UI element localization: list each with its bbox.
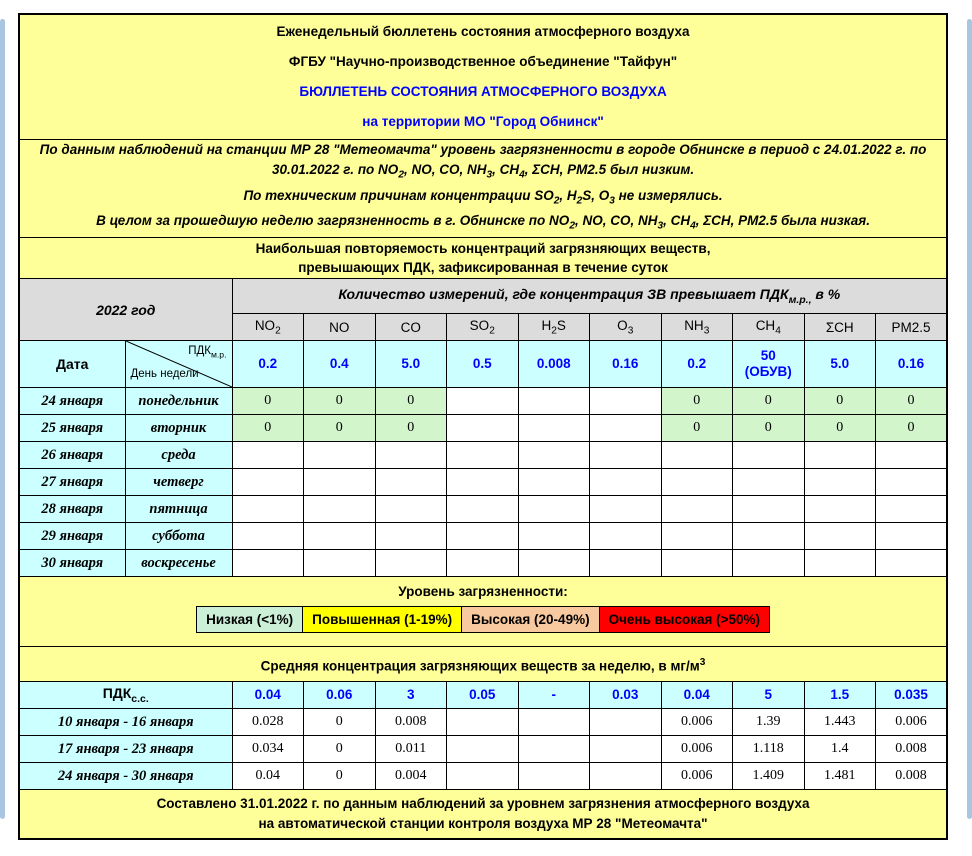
exceedance-header-row (19, 279, 947, 314)
weekly-value: 0.006 (661, 709, 733, 736)
exceedance-value (876, 550, 948, 577)
period-label: 24 января - 30 января (19, 763, 232, 790)
weekly-value (447, 736, 519, 763)
weekly-value (447, 709, 519, 736)
weekly-value (590, 736, 662, 763)
weekly-value: 0 (304, 709, 376, 736)
exceedance-value (876, 469, 948, 496)
exceedance-value (876, 523, 948, 550)
year-label: 2022 год (19, 279, 232, 341)
exceedance-value: 0 (876, 388, 948, 415)
pollutant-header: NO (304, 314, 376, 341)
exceedance-value (590, 415, 662, 442)
exceedance-value: 0 (733, 415, 805, 442)
exceedance-value: 0 (375, 388, 447, 415)
exceedance-value: 0 (232, 415, 304, 442)
exceedance-table-row (19, 415, 947, 442)
weekly-value: 0.008 (876, 763, 948, 790)
exceedance-value (518, 550, 590, 577)
weekly-value: 0.028 (232, 709, 304, 736)
weekly-value: 0.006 (661, 736, 733, 763)
date-label: 26 января (19, 442, 125, 469)
measurements-header: Количество измерений, где концентрация ЗВ превышает $ПДК_{м.р.,}$ в % (232, 279, 947, 314)
bulletin-title-line-3: БЮЛЛЕТЕНЬ СОСТОЯНИЯ АТМОСФЕРНОГО ВОЗДУХА (299, 84, 667, 99)
bulletin-document (18, 13, 948, 840)
weekday-column-label: День недели (130, 368, 199, 381)
period-label: 17 января - 23 января (19, 736, 232, 763)
summary-block (19, 140, 947, 238)
pollutant-header: $NH_3$ (661, 314, 733, 341)
exceedance-value: 0 (661, 415, 733, 442)
exceedance-value (661, 550, 733, 577)
exceedance-value (661, 496, 733, 523)
exceedance-value (304, 442, 376, 469)
exceedance-value (590, 550, 662, 577)
weekday-label: пятница (125, 496, 232, 523)
pdk-ss-value: 0.035 (876, 682, 948, 709)
exceedance-value (733, 550, 805, 577)
weekly-title-row (19, 647, 947, 682)
weekly-value: 1.409 (733, 763, 805, 790)
pdk-ss-value: 0.04 (232, 682, 304, 709)
exceedance-table-row (19, 469, 947, 496)
period-label: 10 января - 16 января (19, 709, 232, 736)
weekly-value: 1.118 (733, 736, 805, 763)
pdk-ss-value: 0.03 (590, 682, 662, 709)
pdk-ss-value: 0.05 (447, 682, 519, 709)
weekday-label: среда (125, 442, 232, 469)
exceedance-value (876, 442, 948, 469)
exceedance-value (518, 388, 590, 415)
pdk-ss-value: 1.5 (804, 682, 876, 709)
exceedance-value (304, 496, 376, 523)
summary-line-1: По данным наблюдений на станции МР 28 "Метеомачта" уровень загрязненности в городе Обнинске в период с 24.01.2022 г. по 30.01.2022 г. по $NO_2$, NO, CO, $NH_3$, $CH_4$, ΣCH, PM2.5 был низким. (39, 142, 927, 181)
exceedance-value (447, 415, 519, 442)
weekday-label: четверг (125, 469, 232, 496)
exceedance-value: 0 (804, 415, 876, 442)
pdk-mr-value: 5.0 (375, 341, 447, 388)
pdk-mr-value: 0.2 (232, 341, 304, 388)
pdk-ss-row (19, 682, 947, 709)
weekly-value (590, 763, 662, 790)
date-label: 24 января (19, 388, 125, 415)
exceedance-value (232, 442, 304, 469)
pdk-ss-value: 0.04 (661, 682, 733, 709)
exceedance-table-row (19, 496, 947, 523)
summary-line-2: По техническим причинам концентрации $SO_2$, $H_2S$, $O_3$ не измерялись. (243, 187, 723, 207)
exceedance-value (590, 469, 662, 496)
weekly-value: 0.008 (876, 736, 948, 763)
exceedance-value (733, 496, 805, 523)
pollutant-header: CO (375, 314, 447, 341)
diagonal-header-cell (125, 341, 232, 388)
pollutant-header: $CH_4$ (733, 314, 805, 341)
exceedance-value (876, 496, 948, 523)
weekly-table-row (19, 736, 947, 763)
exceedance-value (447, 442, 519, 469)
pdk-mr-value: 0.16 (590, 341, 662, 388)
weekly-value: 0.034 (232, 736, 304, 763)
exceedance-value (590, 523, 662, 550)
exceedance-value (232, 523, 304, 550)
exceedance-data-rows (19, 388, 947, 577)
exceedance-value (304, 550, 376, 577)
footer-line-1: Составлено 31.01.2022 г. по данным наблюдений за уровнем загрязнения атмосферного воздуха (156, 796, 810, 812)
weekly-value: 0 (304, 736, 376, 763)
pollutant-header: $O_3$ (590, 314, 662, 341)
bulletin-page (0, 13, 972, 856)
weekly-value (518, 709, 590, 736)
bulletin-title-line-4: на территории МО "Город Обнинск" (362, 114, 604, 129)
exceedance-value (518, 523, 590, 550)
date-column-label: Дата (19, 341, 125, 388)
exceedance-value (590, 496, 662, 523)
weekly-data-rows (19, 709, 947, 790)
pdk-ss-label: $ПДК_{с.с.}$ (19, 682, 232, 709)
weekday-label: вторник (125, 415, 232, 442)
pdk-ss-value: - (518, 682, 590, 709)
pdk-mr-value: 0.008 (518, 341, 590, 388)
exceedance-value: 0 (375, 415, 447, 442)
legend-items (20, 606, 946, 633)
exceedance-value (661, 442, 733, 469)
date-label: 28 января (19, 496, 125, 523)
weekly-table-row (19, 709, 947, 736)
legend-title: Уровень загрязненности: (398, 584, 568, 600)
exceedance-value (733, 523, 805, 550)
date-label: 27 января (19, 469, 125, 496)
exceedance-value: 0 (804, 388, 876, 415)
pdk-mr-value: 0.2 (661, 341, 733, 388)
exceedance-value (375, 496, 447, 523)
exceedance-table-row (19, 442, 947, 469)
exceedance-value (804, 550, 876, 577)
exceedance-value: 0 (232, 388, 304, 415)
pdk-ss-value: 5 (733, 682, 805, 709)
page-frame-right (967, 19, 972, 819)
weekly-value: 0.04 (232, 763, 304, 790)
exceedance-value (804, 496, 876, 523)
pollutant-header: PM2.5 (876, 314, 948, 341)
weekly-value (518, 736, 590, 763)
legend-block (19, 577, 947, 647)
exceedance-value (375, 469, 447, 496)
pollutant-header: $NO_2$ (232, 314, 304, 341)
weekly-value: 0.006 (876, 709, 948, 736)
weekday-label: понедельник (125, 388, 232, 415)
exceedance-table-row (19, 388, 947, 415)
pdk-mr-row (19, 341, 947, 388)
exceedance-value (518, 415, 590, 442)
pdk-mr-value: 50 (ОБУВ) (733, 341, 805, 388)
exceedance-value (661, 469, 733, 496)
summary-line-3: В целом за прошедшую неделю загрязненность в г. Обнинске по $NO_2$, NO, CO, $NH_3$, $CH_4$, ΣCH, PM2.5 была низкая. (96, 213, 870, 233)
exceedance-value: 0 (304, 388, 376, 415)
exceedance-title-row (19, 238, 947, 279)
legend-item: Повышенная (1-19%) (302, 606, 462, 633)
title-block (19, 14, 947, 140)
exceedance-value (232, 469, 304, 496)
exceedance-value (518, 469, 590, 496)
date-label: 25 января (19, 415, 125, 442)
exceedance-value (804, 523, 876, 550)
legend-row (19, 577, 947, 647)
exceedance-value (447, 388, 519, 415)
legend-item: Очень высокая (>50%) (599, 606, 770, 633)
exceedance-value (304, 523, 376, 550)
legend-item: Низкая (<1%) (196, 606, 303, 633)
exceedance-value (232, 550, 304, 577)
summary-row (19, 140, 947, 238)
exceedance-value (518, 496, 590, 523)
date-label: 30 января (19, 550, 125, 577)
exceedance-value: 0 (661, 388, 733, 415)
exceedance-value (375, 442, 447, 469)
weekly-value (590, 709, 662, 736)
exceedance-value (375, 550, 447, 577)
weekly-value: 1.39 (733, 709, 805, 736)
exceedance-value: 0 (304, 415, 376, 442)
exceedance-value (375, 523, 447, 550)
weekly-table-row (19, 763, 947, 790)
footer-line-2: на автоматической станции контроля воздуха МР 28 "Метеомачта" (258, 816, 708, 832)
pdk-ss-value: 3 (375, 682, 447, 709)
exceedance-table-row (19, 550, 947, 577)
bulletin-title-line-2: ФГБУ "Научно-производственное объединение "Тайфун" (288, 54, 678, 69)
weekly-value: 0.006 (661, 763, 733, 790)
weekly-value (518, 763, 590, 790)
weekly-value: 1.443 (804, 709, 876, 736)
weekday-label: суббота (125, 523, 232, 550)
footer-block (19, 790, 947, 840)
pollutant-header: $SO_2$ (447, 314, 519, 341)
weekly-value: 0.011 (375, 736, 447, 763)
pdk-mr-value: 0.5 (447, 341, 519, 388)
pollutant-header: ΣCH (804, 314, 876, 341)
exceedance-value (232, 496, 304, 523)
exceedance-table-row (19, 523, 947, 550)
footer-row (19, 790, 947, 840)
pdk-mr-value: 0.4 (304, 341, 376, 388)
bulletin-title-line-1: Еженедельный бюллетень состояния атмосферного воздуха (276, 24, 690, 39)
exceedance-value (804, 469, 876, 496)
exceedance-value (518, 442, 590, 469)
date-label: 29 января (19, 523, 125, 550)
exceedance-value (733, 469, 805, 496)
pdk-mr-value: 0.16 (876, 341, 948, 388)
legend-item: Высокая (20-49%) (461, 606, 599, 633)
weekday-label: воскресенье (125, 550, 232, 577)
exceedance-value (804, 442, 876, 469)
pdk-ss-value: 0.06 (304, 682, 376, 709)
weekly-value: 1.481 (804, 763, 876, 790)
pdk-mr-label: $ПДК_{м.р.}$ (188, 345, 227, 360)
exceedance-value (447, 469, 519, 496)
exceedance-value (304, 469, 376, 496)
exceedance-table-title: Наибольшая повторяемость концентраций загрязняющих веществ, превышающих ПДК, зафиксированная в течение суток (19, 238, 947, 279)
exceedance-value: 0 (876, 415, 948, 442)
exceedance-value (733, 442, 805, 469)
exceedance-value (661, 523, 733, 550)
weekly-value (447, 763, 519, 790)
pdk-mr-value: 5.0 (804, 341, 876, 388)
weekly-value: 1.4 (804, 736, 876, 763)
page-frame-left (0, 19, 5, 819)
exceedance-value (590, 442, 662, 469)
pollutant-header: $H_2S$ (518, 314, 590, 341)
exceedance-value (447, 550, 519, 577)
weekly-value: 0.004 (375, 763, 447, 790)
weekly-table-title: Средняя концентрация загрязняющих веществ за неделю, в $мг/м^3$ (19, 647, 947, 682)
exceedance-value (447, 523, 519, 550)
title-row (19, 14, 947, 140)
weekly-value: 0.008 (375, 709, 447, 736)
weekly-value: 0 (304, 763, 376, 790)
exceedance-value: 0 (733, 388, 805, 415)
exceedance-value (447, 496, 519, 523)
exceedance-value (590, 388, 662, 415)
